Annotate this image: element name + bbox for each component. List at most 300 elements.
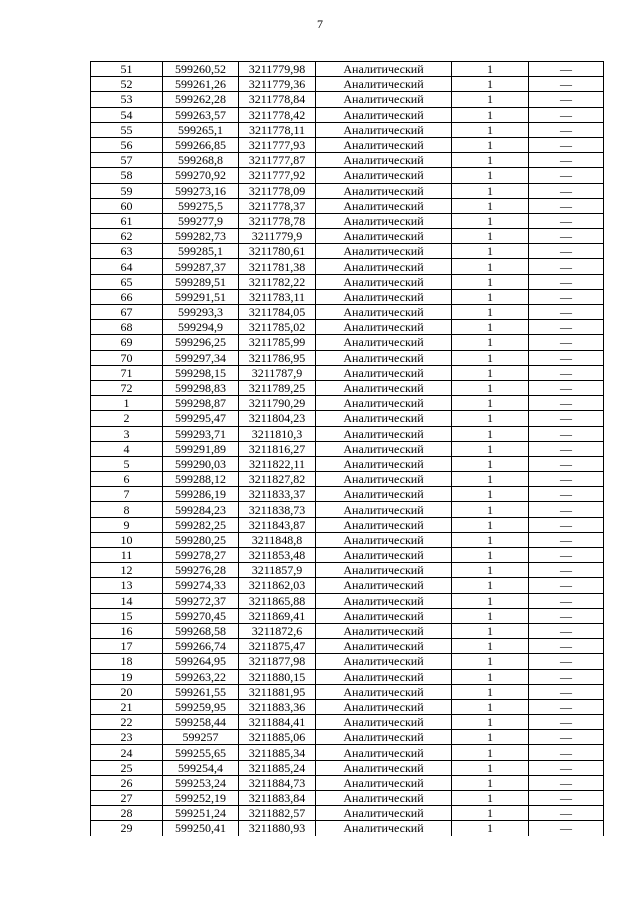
x-coordinate-cell: 599259,95 bbox=[163, 699, 239, 714]
point-number-cell: 64 bbox=[91, 259, 163, 274]
table-row bbox=[91, 350, 604, 365]
table-row bbox=[91, 715, 604, 730]
table-row bbox=[91, 365, 604, 380]
accuracy-cell: 1 bbox=[452, 699, 529, 714]
accuracy-cell: 1 bbox=[452, 305, 529, 320]
table-row bbox=[91, 775, 604, 790]
table-row bbox=[91, 806, 604, 821]
method-cell: Аналитический bbox=[316, 153, 452, 168]
table-row bbox=[91, 137, 604, 152]
x-coordinate-cell: 599276,28 bbox=[163, 563, 239, 578]
description-cell: — bbox=[529, 350, 604, 365]
y-coordinate-cell: 3211848,8 bbox=[239, 532, 316, 547]
y-coordinate-cell: 3211816,27 bbox=[239, 441, 316, 456]
y-coordinate-cell: 3211885,24 bbox=[239, 760, 316, 775]
point-number-cell: 14 bbox=[91, 593, 163, 608]
point-number-cell: 10 bbox=[91, 532, 163, 547]
y-coordinate-cell: 3211843,87 bbox=[239, 517, 316, 532]
description-cell: — bbox=[529, 775, 604, 790]
point-number-cell: 60 bbox=[91, 198, 163, 213]
x-coordinate-cell: 599291,89 bbox=[163, 441, 239, 456]
method-cell: Аналитический bbox=[316, 320, 452, 335]
method-cell: Аналитический bbox=[316, 760, 452, 775]
x-coordinate-cell: 599268,58 bbox=[163, 623, 239, 638]
accuracy-cell: 1 bbox=[452, 153, 529, 168]
accuracy-cell: 1 bbox=[452, 548, 529, 563]
description-cell: — bbox=[529, 623, 604, 638]
description-cell: — bbox=[529, 168, 604, 183]
point-number-cell: 54 bbox=[91, 107, 163, 122]
table-row bbox=[91, 411, 604, 426]
description-cell: — bbox=[529, 289, 604, 304]
x-coordinate-cell: 599294,9 bbox=[163, 320, 239, 335]
point-number-cell: 4 bbox=[91, 441, 163, 456]
table-row bbox=[91, 380, 604, 395]
method-cell: Аналитический bbox=[316, 426, 452, 441]
description-cell: — bbox=[529, 198, 604, 213]
accuracy-cell: 1 bbox=[452, 593, 529, 608]
description-cell: — bbox=[529, 715, 604, 730]
description-cell: — bbox=[529, 213, 604, 228]
accuracy-cell: 1 bbox=[452, 426, 529, 441]
accuracy-cell: 1 bbox=[452, 396, 529, 411]
table-row bbox=[91, 502, 604, 517]
accuracy-cell: 1 bbox=[452, 441, 529, 456]
x-coordinate-cell: 599265,1 bbox=[163, 122, 239, 137]
accuracy-cell: 1 bbox=[452, 487, 529, 502]
x-coordinate-cell: 599296,25 bbox=[163, 335, 239, 350]
description-cell: — bbox=[529, 92, 604, 107]
table-row bbox=[91, 92, 604, 107]
x-coordinate-cell: 599293,71 bbox=[163, 426, 239, 441]
x-coordinate-cell: 599282,73 bbox=[163, 229, 239, 244]
x-coordinate-cell: 599264,95 bbox=[163, 654, 239, 669]
table-row bbox=[91, 548, 604, 563]
method-cell: Аналитический bbox=[316, 365, 452, 380]
description-cell: — bbox=[529, 365, 604, 380]
method-cell: Аналитический bbox=[316, 289, 452, 304]
method-cell: Аналитический bbox=[316, 305, 452, 320]
point-number-cell: 51 bbox=[91, 62, 163, 77]
description-cell: — bbox=[529, 654, 604, 669]
x-coordinate-cell: 599258,44 bbox=[163, 715, 239, 730]
description-cell: — bbox=[529, 229, 604, 244]
table-row bbox=[91, 730, 604, 745]
y-coordinate-cell: 3211787,9 bbox=[239, 365, 316, 380]
table-row bbox=[91, 396, 604, 411]
y-coordinate-cell: 3211865,88 bbox=[239, 593, 316, 608]
method-cell: Аналитический bbox=[316, 62, 452, 77]
point-number-cell: 65 bbox=[91, 274, 163, 289]
x-coordinate-cell: 599254,4 bbox=[163, 760, 239, 775]
point-number-cell: 12 bbox=[91, 563, 163, 578]
method-cell: Аналитический bbox=[316, 775, 452, 790]
description-cell: — bbox=[529, 153, 604, 168]
y-coordinate-cell: 3211869,41 bbox=[239, 608, 316, 623]
table-row bbox=[91, 669, 604, 684]
table-row bbox=[91, 198, 604, 213]
y-coordinate-cell: 3211838,73 bbox=[239, 502, 316, 517]
point-number-cell: 72 bbox=[91, 380, 163, 395]
accuracy-cell: 1 bbox=[452, 122, 529, 137]
coordinates-table-body bbox=[91, 62, 604, 836]
x-coordinate-cell: 599298,83 bbox=[163, 380, 239, 395]
table-row bbox=[91, 623, 604, 638]
point-number-cell: 59 bbox=[91, 183, 163, 198]
y-coordinate-cell: 3211885,06 bbox=[239, 730, 316, 745]
y-coordinate-cell: 3211777,93 bbox=[239, 137, 316, 152]
method-cell: Аналитический bbox=[316, 593, 452, 608]
y-coordinate-cell: 3211877,98 bbox=[239, 654, 316, 669]
point-number-cell: 61 bbox=[91, 213, 163, 228]
y-coordinate-cell: 3211827,82 bbox=[239, 472, 316, 487]
method-cell: Аналитический bbox=[316, 608, 452, 623]
accuracy-cell: 1 bbox=[452, 639, 529, 654]
y-coordinate-cell: 3211785,99 bbox=[239, 335, 316, 350]
accuracy-cell: 1 bbox=[452, 213, 529, 228]
method-cell: Аналитический bbox=[316, 472, 452, 487]
method-cell: Аналитический bbox=[316, 168, 452, 183]
page-number: 7 bbox=[317, 17, 323, 31]
accuracy-cell: 1 bbox=[452, 320, 529, 335]
point-number-cell: 16 bbox=[91, 623, 163, 638]
y-coordinate-cell: 3211882,57 bbox=[239, 806, 316, 821]
table-row bbox=[91, 699, 604, 714]
y-coordinate-cell: 3211880,15 bbox=[239, 669, 316, 684]
point-number-cell: 53 bbox=[91, 92, 163, 107]
method-cell: Аналитический bbox=[316, 396, 452, 411]
point-number-cell: 56 bbox=[91, 137, 163, 152]
y-coordinate-cell: 3211782,22 bbox=[239, 274, 316, 289]
method-cell: Аналитический bbox=[316, 411, 452, 426]
description-cell: — bbox=[529, 426, 604, 441]
x-coordinate-cell: 599272,37 bbox=[163, 593, 239, 608]
description-cell: — bbox=[529, 244, 604, 259]
table-row bbox=[91, 684, 604, 699]
accuracy-cell: 1 bbox=[452, 259, 529, 274]
method-cell: Аналитический bbox=[316, 198, 452, 213]
method-cell: Аналитический bbox=[316, 654, 452, 669]
accuracy-cell: 1 bbox=[452, 517, 529, 532]
point-number-cell: 24 bbox=[91, 745, 163, 760]
y-coordinate-cell: 3211883,84 bbox=[239, 791, 316, 806]
description-cell: — bbox=[529, 107, 604, 122]
description-cell: — bbox=[529, 487, 604, 502]
table-row bbox=[91, 320, 604, 335]
x-coordinate-cell: 599252,19 bbox=[163, 791, 239, 806]
description-cell: — bbox=[529, 456, 604, 471]
y-coordinate-cell: 3211857,9 bbox=[239, 563, 316, 578]
y-coordinate-cell: 3211778,42 bbox=[239, 107, 316, 122]
method-cell: Аналитический bbox=[316, 380, 452, 395]
description-cell: — bbox=[529, 608, 604, 623]
description-cell: — bbox=[529, 639, 604, 654]
table-row bbox=[91, 305, 604, 320]
y-coordinate-cell: 3211862,03 bbox=[239, 578, 316, 593]
table-row bbox=[91, 608, 604, 623]
accuracy-cell: 1 bbox=[452, 623, 529, 638]
table-row bbox=[91, 487, 604, 502]
method-cell: Аналитический bbox=[316, 791, 452, 806]
table-row bbox=[91, 168, 604, 183]
description-cell: — bbox=[529, 517, 604, 532]
description-cell: — bbox=[529, 593, 604, 608]
method-cell: Аналитический bbox=[316, 517, 452, 532]
x-coordinate-cell: 599257 bbox=[163, 730, 239, 745]
description-cell: — bbox=[529, 380, 604, 395]
accuracy-cell: 1 bbox=[452, 563, 529, 578]
y-coordinate-cell: 3211885,34 bbox=[239, 745, 316, 760]
point-number-cell: 5 bbox=[91, 456, 163, 471]
x-coordinate-cell: 599261,26 bbox=[163, 77, 239, 92]
method-cell: Аналитический bbox=[316, 137, 452, 152]
x-coordinate-cell: 599284,23 bbox=[163, 502, 239, 517]
table-row bbox=[91, 456, 604, 471]
point-number-cell: 71 bbox=[91, 365, 163, 380]
description-cell: — bbox=[529, 259, 604, 274]
table-row bbox=[91, 122, 604, 137]
accuracy-cell: 1 bbox=[452, 684, 529, 699]
x-coordinate-cell: 599282,25 bbox=[163, 517, 239, 532]
y-coordinate-cell: 3211779,98 bbox=[239, 62, 316, 77]
accuracy-cell: 1 bbox=[452, 730, 529, 745]
table-row bbox=[91, 593, 604, 608]
point-number-cell: 67 bbox=[91, 305, 163, 320]
description-cell: — bbox=[529, 745, 604, 760]
y-coordinate-cell: 3211778,09 bbox=[239, 183, 316, 198]
x-coordinate-cell: 599278,27 bbox=[163, 548, 239, 563]
description-cell: — bbox=[529, 77, 604, 92]
x-coordinate-cell: 599289,51 bbox=[163, 274, 239, 289]
accuracy-cell: 1 bbox=[452, 350, 529, 365]
method-cell: Аналитический bbox=[316, 684, 452, 699]
method-cell: Аналитический bbox=[316, 244, 452, 259]
method-cell: Аналитический bbox=[316, 623, 452, 638]
y-coordinate-cell: 3211822,11 bbox=[239, 456, 316, 471]
table-row bbox=[91, 532, 604, 547]
accuracy-cell: 1 bbox=[452, 137, 529, 152]
point-number-cell: 1 bbox=[91, 396, 163, 411]
method-cell: Аналитический bbox=[316, 122, 452, 137]
table-row bbox=[91, 153, 604, 168]
point-number-cell: 55 bbox=[91, 122, 163, 137]
accuracy-cell: 1 bbox=[452, 107, 529, 122]
x-coordinate-cell: 599298,15 bbox=[163, 365, 239, 380]
x-coordinate-cell: 599266,74 bbox=[163, 639, 239, 654]
method-cell: Аналитический bbox=[316, 745, 452, 760]
table-row bbox=[91, 335, 604, 350]
table-row bbox=[91, 244, 604, 259]
method-cell: Аналитический bbox=[316, 532, 452, 547]
x-coordinate-cell: 599288,12 bbox=[163, 472, 239, 487]
point-number-cell: 58 bbox=[91, 168, 163, 183]
table-row bbox=[91, 821, 604, 836]
y-coordinate-cell: 3211779,36 bbox=[239, 77, 316, 92]
accuracy-cell: 1 bbox=[452, 183, 529, 198]
y-coordinate-cell: 3211875,47 bbox=[239, 639, 316, 654]
y-coordinate-cell: 3211880,93 bbox=[239, 821, 316, 836]
y-coordinate-cell: 3211810,3 bbox=[239, 426, 316, 441]
point-number-cell: 26 bbox=[91, 775, 163, 790]
description-cell: — bbox=[529, 730, 604, 745]
x-coordinate-cell: 599275,5 bbox=[163, 198, 239, 213]
accuracy-cell: 1 bbox=[452, 654, 529, 669]
table-row bbox=[91, 791, 604, 806]
description-cell: — bbox=[529, 441, 604, 456]
accuracy-cell: 1 bbox=[452, 198, 529, 213]
accuracy-cell: 1 bbox=[452, 335, 529, 350]
accuracy-cell: 1 bbox=[452, 715, 529, 730]
accuracy-cell: 1 bbox=[452, 229, 529, 244]
point-number-cell: 11 bbox=[91, 548, 163, 563]
method-cell: Аналитический bbox=[316, 578, 452, 593]
point-number-cell: 9 bbox=[91, 517, 163, 532]
description-cell: — bbox=[529, 502, 604, 517]
accuracy-cell: 1 bbox=[452, 806, 529, 821]
point-number-cell: 63 bbox=[91, 244, 163, 259]
description-cell: — bbox=[529, 183, 604, 198]
x-coordinate-cell: 599263,22 bbox=[163, 669, 239, 684]
y-coordinate-cell: 3211778,78 bbox=[239, 213, 316, 228]
accuracy-cell: 1 bbox=[452, 760, 529, 775]
point-number-cell: 23 bbox=[91, 730, 163, 745]
x-coordinate-cell: 599298,87 bbox=[163, 396, 239, 411]
x-coordinate-cell: 599291,51 bbox=[163, 289, 239, 304]
x-coordinate-cell: 599297,34 bbox=[163, 350, 239, 365]
x-coordinate-cell: 599263,57 bbox=[163, 107, 239, 122]
table-row bbox=[91, 745, 604, 760]
x-coordinate-cell: 599286,19 bbox=[163, 487, 239, 502]
y-coordinate-cell: 3211853,48 bbox=[239, 548, 316, 563]
method-cell: Аналитический bbox=[316, 487, 452, 502]
point-number-cell: 13 bbox=[91, 578, 163, 593]
y-coordinate-cell: 3211781,38 bbox=[239, 259, 316, 274]
x-coordinate-cell: 599293,3 bbox=[163, 305, 239, 320]
point-number-cell: 18 bbox=[91, 654, 163, 669]
method-cell: Аналитический bbox=[316, 821, 452, 836]
description-cell: — bbox=[529, 821, 604, 836]
method-cell: Аналитический bbox=[316, 350, 452, 365]
y-coordinate-cell: 3211779,9 bbox=[239, 229, 316, 244]
y-coordinate-cell: 3211881,95 bbox=[239, 684, 316, 699]
accuracy-cell: 1 bbox=[452, 669, 529, 684]
method-cell: Аналитический bbox=[316, 183, 452, 198]
table-row bbox=[91, 183, 604, 198]
accuracy-cell: 1 bbox=[452, 244, 529, 259]
table-row bbox=[91, 107, 604, 122]
accuracy-cell: 1 bbox=[452, 365, 529, 380]
description-cell: — bbox=[529, 472, 604, 487]
table-row bbox=[91, 274, 604, 289]
accuracy-cell: 1 bbox=[452, 168, 529, 183]
description-cell: — bbox=[529, 411, 604, 426]
description-cell: — bbox=[529, 305, 604, 320]
description-cell: — bbox=[529, 806, 604, 821]
point-number-cell: 15 bbox=[91, 608, 163, 623]
accuracy-cell: 1 bbox=[452, 77, 529, 92]
method-cell: Аналитический bbox=[316, 259, 452, 274]
y-coordinate-cell: 3211789,25 bbox=[239, 380, 316, 395]
table-row bbox=[91, 289, 604, 304]
description-cell: — bbox=[529, 532, 604, 547]
point-number-cell: 17 bbox=[91, 639, 163, 654]
description-cell: — bbox=[529, 578, 604, 593]
accuracy-cell: 1 bbox=[452, 532, 529, 547]
method-cell: Аналитический bbox=[316, 274, 452, 289]
description-cell: — bbox=[529, 122, 604, 137]
point-number-cell: 70 bbox=[91, 350, 163, 365]
description-cell: — bbox=[529, 669, 604, 684]
y-coordinate-cell: 3211778,11 bbox=[239, 122, 316, 137]
point-number-cell: 7 bbox=[91, 487, 163, 502]
x-coordinate-cell: 599266,85 bbox=[163, 137, 239, 152]
table-row bbox=[91, 426, 604, 441]
table-row bbox=[91, 213, 604, 228]
accuracy-cell: 1 bbox=[452, 775, 529, 790]
accuracy-cell: 1 bbox=[452, 411, 529, 426]
x-coordinate-cell: 599270,45 bbox=[163, 608, 239, 623]
x-coordinate-cell: 599260,52 bbox=[163, 62, 239, 77]
table-row bbox=[91, 441, 604, 456]
point-number-cell: 57 bbox=[91, 153, 163, 168]
method-cell: Аналитический bbox=[316, 548, 452, 563]
table-row bbox=[91, 563, 604, 578]
x-coordinate-cell: 599250,41 bbox=[163, 821, 239, 836]
x-coordinate-cell: 599273,16 bbox=[163, 183, 239, 198]
description-cell: — bbox=[529, 320, 604, 335]
point-number-cell: 20 bbox=[91, 684, 163, 699]
method-cell: Аналитический bbox=[316, 92, 452, 107]
method-cell: Аналитический bbox=[316, 441, 452, 456]
description-cell: — bbox=[529, 684, 604, 699]
accuracy-cell: 1 bbox=[452, 502, 529, 517]
accuracy-cell: 1 bbox=[452, 608, 529, 623]
point-number-cell: 68 bbox=[91, 320, 163, 335]
description-cell: — bbox=[529, 548, 604, 563]
point-number-cell: 29 bbox=[91, 821, 163, 836]
table-row bbox=[91, 517, 604, 532]
description-cell: — bbox=[529, 760, 604, 775]
method-cell: Аналитический bbox=[316, 456, 452, 471]
table-row bbox=[91, 62, 604, 77]
accuracy-cell: 1 bbox=[452, 791, 529, 806]
method-cell: Аналитический bbox=[316, 563, 452, 578]
point-number-cell: 66 bbox=[91, 289, 163, 304]
x-coordinate-cell: 599274,33 bbox=[163, 578, 239, 593]
y-coordinate-cell: 3211786,95 bbox=[239, 350, 316, 365]
y-coordinate-cell: 3211778,84 bbox=[239, 92, 316, 107]
point-number-cell: 27 bbox=[91, 791, 163, 806]
method-cell: Аналитический bbox=[316, 229, 452, 244]
accuracy-cell: 1 bbox=[452, 380, 529, 395]
point-number-cell: 22 bbox=[91, 715, 163, 730]
y-coordinate-cell: 3211872,6 bbox=[239, 623, 316, 638]
description-cell: — bbox=[529, 335, 604, 350]
point-number-cell: 21 bbox=[91, 699, 163, 714]
method-cell: Аналитический bbox=[316, 699, 452, 714]
description-cell: — bbox=[529, 563, 604, 578]
accuracy-cell: 1 bbox=[452, 472, 529, 487]
table-row bbox=[91, 578, 604, 593]
point-number-cell: 2 bbox=[91, 411, 163, 426]
table-row bbox=[91, 760, 604, 775]
accuracy-cell: 1 bbox=[452, 92, 529, 107]
table-row bbox=[91, 77, 604, 92]
x-coordinate-cell: 599255,65 bbox=[163, 745, 239, 760]
description-cell: — bbox=[529, 62, 604, 77]
y-coordinate-cell: 3211785,02 bbox=[239, 320, 316, 335]
table-row bbox=[91, 259, 604, 274]
